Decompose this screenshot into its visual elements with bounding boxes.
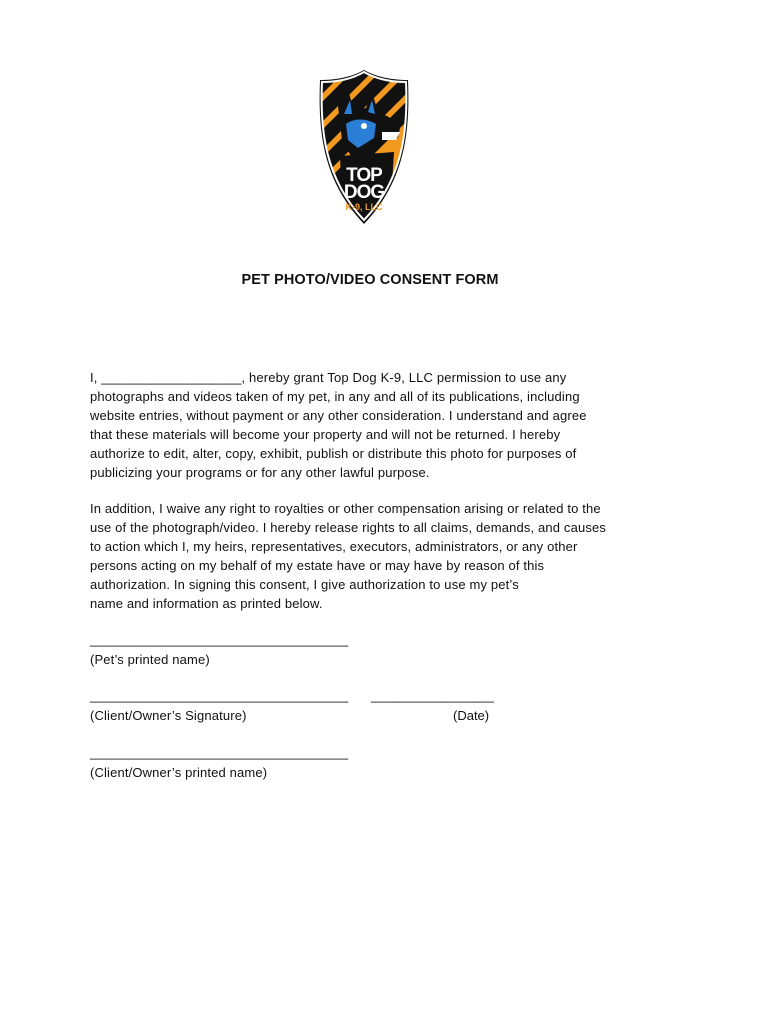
paragraph-line: photographs and videos taken of my pet, in any and all of its publications, including <box>90 389 580 404</box>
owner-name-label: (Client/Owner’s printed name) <box>90 765 268 780</box>
paragraph-line: In addition, I waive any right to royalties or other compensation arising or related to the <box>90 501 601 516</box>
paragraph-line: publicizing your programs or for any other lawful purpose. <box>90 465 430 480</box>
paragraph-line: website entries, without payment or any other consideration. I understand and agree <box>90 408 587 423</box>
logo-word-top: TOP <box>346 165 382 186</box>
consent-paragraph-2 <box>90 499 650 613</box>
logo-word-k9: K-9, LLC <box>345 202 383 212</box>
pet-name-label: (Pet’s printed name) <box>90 652 210 667</box>
signature-label: (Client/Owner’s Signature) <box>90 708 247 723</box>
owner-name-field[interactable]: ___________________________________ <box>90 745 349 760</box>
paragraph-line: I, ___________________, hereby grant Top Dog K-9, LLC permission to use any <box>90 370 567 385</box>
logo-word-dog: DOG <box>343 182 385 203</box>
signature-field[interactable]: ___________________________________ <box>90 688 349 703</box>
shield-dog-logo-icon <box>318 68 410 226</box>
date-field[interactable]: _________________ <box>371 688 494 703</box>
paragraph-line: authorize to edit, alter, copy, exhibit, publish or distribute this photo for purposes of <box>90 446 577 461</box>
form-title: PET PHOTO/VIDEO CONSENT FORM <box>241 272 499 288</box>
paragraph-line: authorization. In signing this consent, I give authorization to use my pet’s <box>90 577 519 592</box>
paragraph-line: name and information as printed below. <box>90 596 323 611</box>
paragraph-line: that these materials will become your property and will not be returned. I hereby <box>90 427 561 442</box>
pet-name-field[interactable]: ___________________________________ <box>90 632 349 647</box>
paragraph-line: persons acting on my behalf of my estate have or may have by reason of this <box>90 558 545 573</box>
paragraph-line: to action which I, my heirs, representatives, executors, administrators, or any other <box>90 539 578 554</box>
company-logo <box>318 68 410 226</box>
date-label: (Date) <box>453 708 490 723</box>
paragraph-line: use of the photograph/video. I hereby release rights to all claims, demands, and causes <box>90 520 607 535</box>
consent-paragraph-1 <box>90 368 650 482</box>
